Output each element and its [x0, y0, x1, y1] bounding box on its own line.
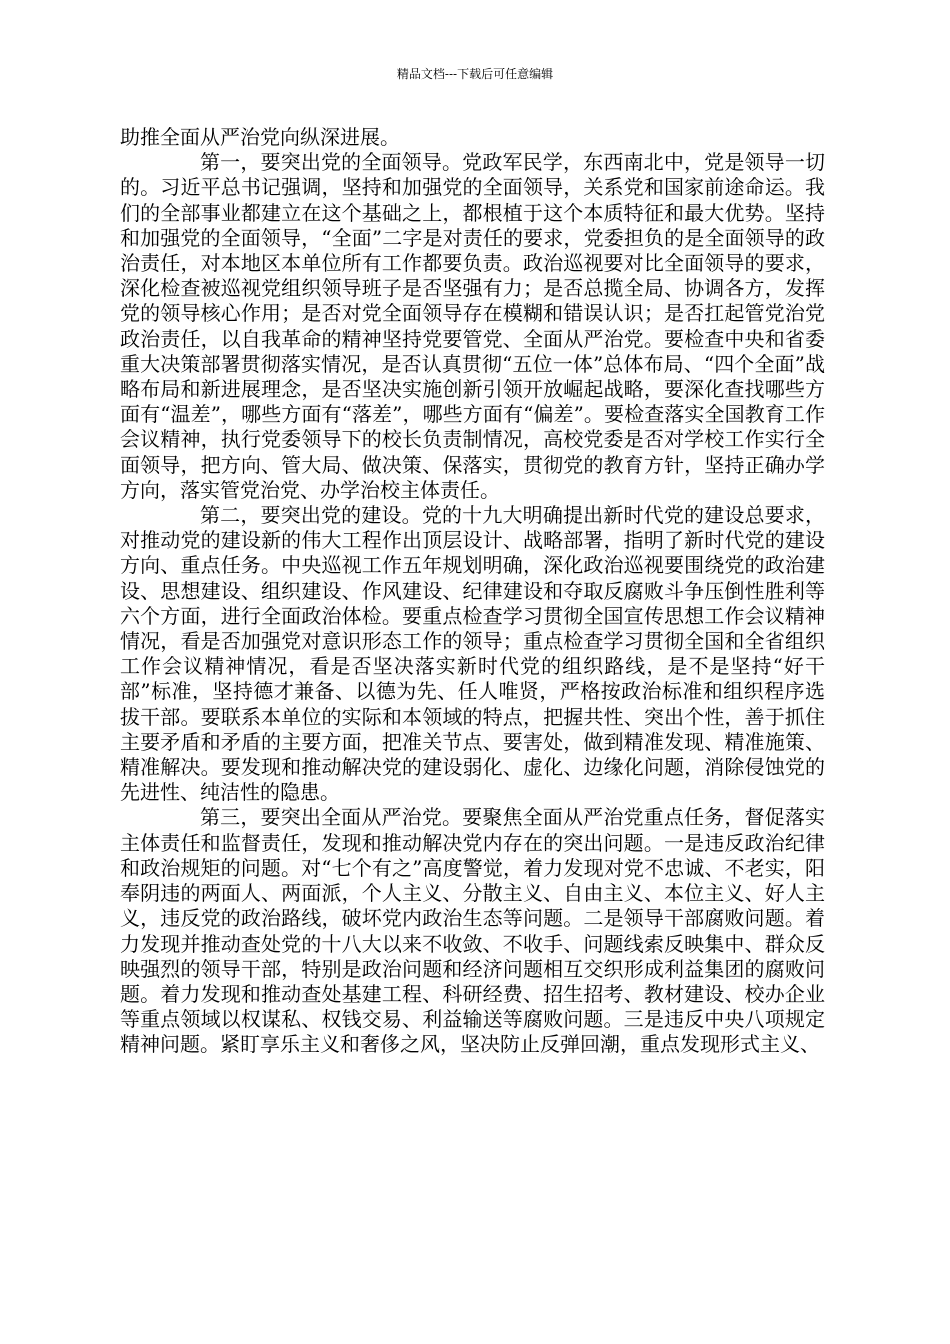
- paragraph-third-point: 第三，要突出全面从严治党。要聚焦全面从严治党重点任务，督促落实主体责任和监督责任，发现和推动解决党内存在的突出问题。一是违反政治纪律和政治规矩的问题。对“七个有之”高度警觉，着力发现对党不忠诚、不老实，阳奉阴违的两面人、两面派，个人主义、分散主义、自由主义、本位主义、好人主义，违反党的政治路线，破坏党内政治生态等问题。二是领导干部腐败问题。着力发现并推动查处党的十八大以来不收敛、不收手、问题线索反映集中、群众反映强烈的领导干部，特别是政治问题和经济问题相互交织形成利益集团的腐败问题。着力发现和推动查处基建工程、科研经费、招生招考、教材建设、校办企业等重点领域以权谋私、权钱交易、利益输送等腐败问题。三是违反中央八项规定精神问题。紧盯享乐主义和奢侈之风，坚决防止反弹回潮，重点发现形式主义、: [120, 805, 825, 1057]
- paragraph-second-point: 第二，要突出党的建设。党的十九大明确提出新时代党的建设总要求，对推动党的建设新的伟大工程作出顶层设计、战略部署，指明了新时代党的建设方向、重点任务。中央巡视工作五年规划明确，深化政治巡视要围绕党的政治建设、思想建设、组织建设、作风建设、纪律建设和夺取反腐败斗争压倒性胜利等六个方面，进行全面政治体检。要重点检查学习贯彻全国宣传思想工作会议精神情况，看是否加强党对意识形态工作的领导；重点检查学习贯彻全国和全省组织工作会议精神情况，看是否坚决落实新时代党的组织路线，是不是坚持“好干部”标准，坚持德才兼备、以德为先、任人唯贤，严格按政治标准和组织程序选拔干部。要联系本单位的实际和本领域的特点，把握共性、突出个性，善于抓住主要矛盾和矛盾的主要方面，把准关节点、要害处，做到精准发现、精准施策、精准解决。要发现和推动解决党的建设弱化、虚化、边缘化问题，消除侵蚀党的先进性、纯洁性的隐患。: [120, 503, 825, 805]
- paragraph-first-point: 第一，要突出党的全面领导。党政军民学，东西南北中，党是领导一切的。习近平总书记强调，坚持和加强党的全面领导，关系党和国家前途命运。我们的全部事业都建立在这个基础之上，都根植于这个本质特征和最大优势。坚持和加强党的全面领导，“全面”二字是对责任的要求，党委担负的是全面领导的政治责任，对本地区本单位所有工作都要负责。政治巡视要对比全面领导的要求，深化检查被巡视党组织领导班子是否坚强有力；是否总揽全局、协调各方，发挥党的领导核心作用；是否对党全面领导存在模糊和错误认识；是否扛起管党治党政治责任，以自我革命的精神坚持党要管党、全面从严治党。要检查中央和省委重大决策部署贯彻落实情况，是否认真贯彻“五位一体”总体布局、“四个全面”战略布局和新进展理念，是否坚决实施创新引领开放崛起战略，要深化查找哪些方面有“温差”，哪些方面有“落差”，哪些方面有“偏差”。要检查落实全国教育工作会议精神，执行党委领导下的校长负责制情况，高校党委是否对学校工作实行全面领导，把方向、管大局、做决策、保落实，贯彻党的教育方针，坚持正确办学方向，落实管党治党、办学治校主体责任。: [120, 150, 825, 502]
- paragraph-continuation: 助推全面从严治党向纵深进展。: [120, 125, 400, 149]
- page-header: 精品文档---下载后可任意编辑: [396, 67, 554, 81]
- document-body: [120, 125, 825, 1058]
